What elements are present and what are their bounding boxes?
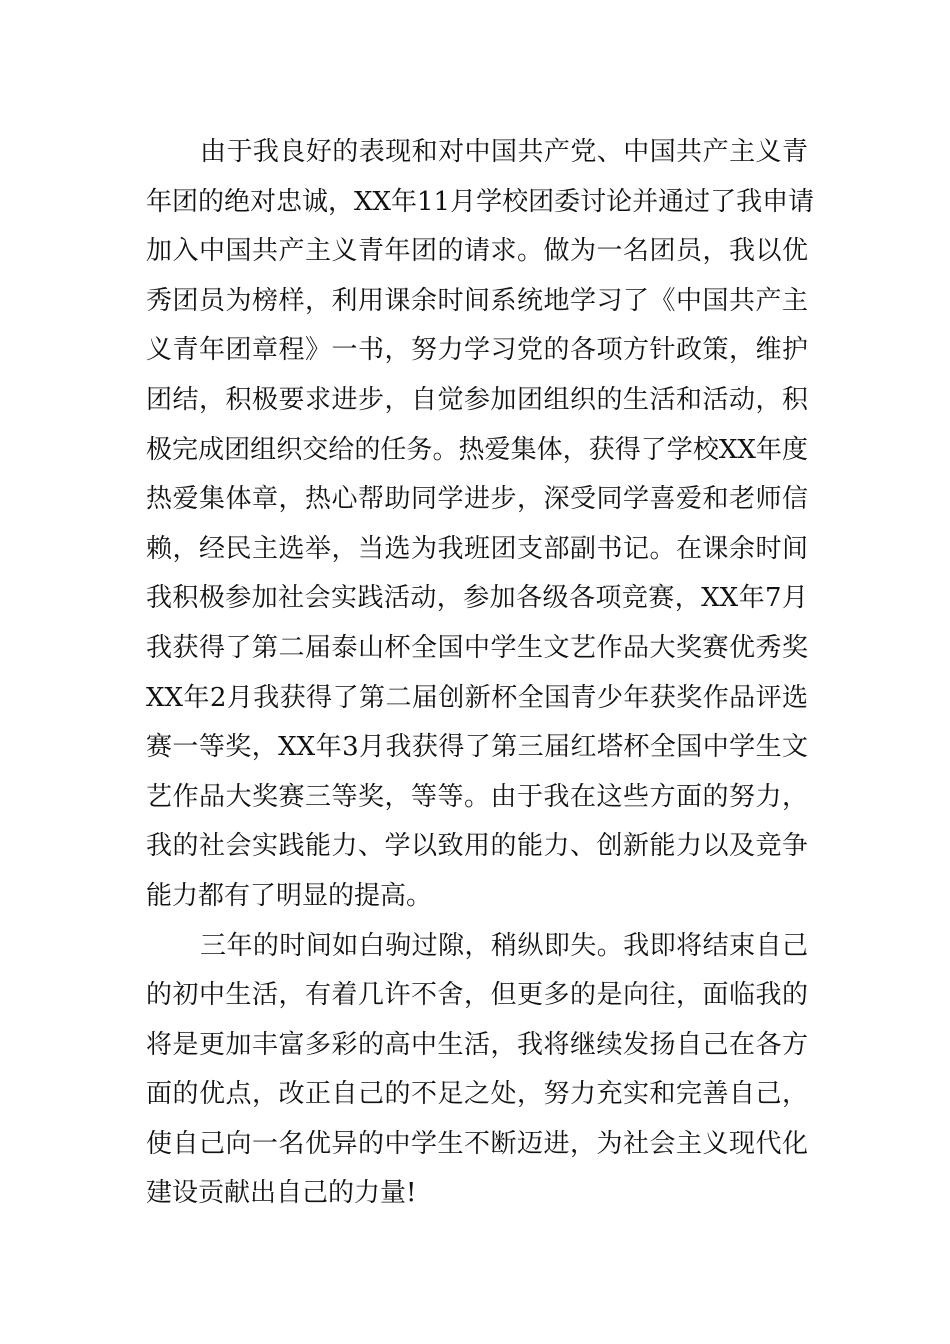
text-line: 建设贡献出自己的力量! (146, 1178, 417, 1209)
text-line: 艺作品大奖赛三等奖，等等。由于我在这些方面的努力， (146, 781, 808, 812)
text-line: 加入中国共产主义青年团的请求。做为一名团员，我以优 (146, 236, 808, 267)
text-line: 的初中生活，有着几许不舍，但更多的是向往，面临我的 (146, 980, 808, 1011)
text-line: 赛一等奖，XX年3月我获得了第三届红塔杯全国中学生文 (146, 732, 808, 763)
text-line: 我获得了第二届泰山杯全国中学生文艺作品大奖赛优秀奖 (146, 632, 808, 663)
text-line: 面的优点，改正自己的不足之处，努力充实和完善自己， (146, 1079, 808, 1110)
text-line: 使自己向一名优异的中学生不断迈进，为社会主义现代化 (146, 1128, 808, 1159)
paragraph-2 (146, 922, 808, 1220)
text-line: 我积极参加社会实践活动，参加各级各项竞赛，XX年7月 (146, 583, 808, 614)
text-line: 团结，积极要求进步，自觉参加团组织的生活和活动，积 (146, 384, 808, 415)
text-line: 由于我良好的表现和对中国共产党、中国共产主义青 (200, 137, 808, 167)
text-line: XX年2月我获得了第二届创新杯全国青少年获奖作品评选 (146, 682, 808, 713)
text-line: 三年的时间如白驹过隙，稍纵即失。我即将结束自己 (200, 930, 808, 961)
text-line: 年团的绝对忠诚，XX年11月学校团委讨论并通过了我申请 (146, 186, 815, 217)
text-line: 热爱集体章，热心帮助同学进步，深受同学喜爱和老师信 (146, 484, 808, 515)
paragraph-1 (146, 128, 815, 922)
text-line: 赖，经民主选举，当选为我班团支部副书记。在课余时间 (146, 533, 808, 564)
text-line: 我的社会实践能力、学以致用的能力、创新能力以及竞争 (146, 831, 808, 862)
text-line: 义青年团章程》一书，努力学习党的各项方针政策，维护 (146, 335, 808, 366)
text-line: 秀团员为榜样，利用课余时间系统地学习了《中国共产主 (146, 285, 808, 316)
text-line: 能力都有了明显的提高。 (146, 880, 433, 911)
text-line: 极完成团组织交给的任务。热爱集体，获得了学校XX年度 (146, 434, 808, 465)
text-line: 将是更加丰富多彩的高中生活，我将继续发扬自己在各方 (146, 1029, 808, 1060)
document-page (146, 128, 815, 1219)
